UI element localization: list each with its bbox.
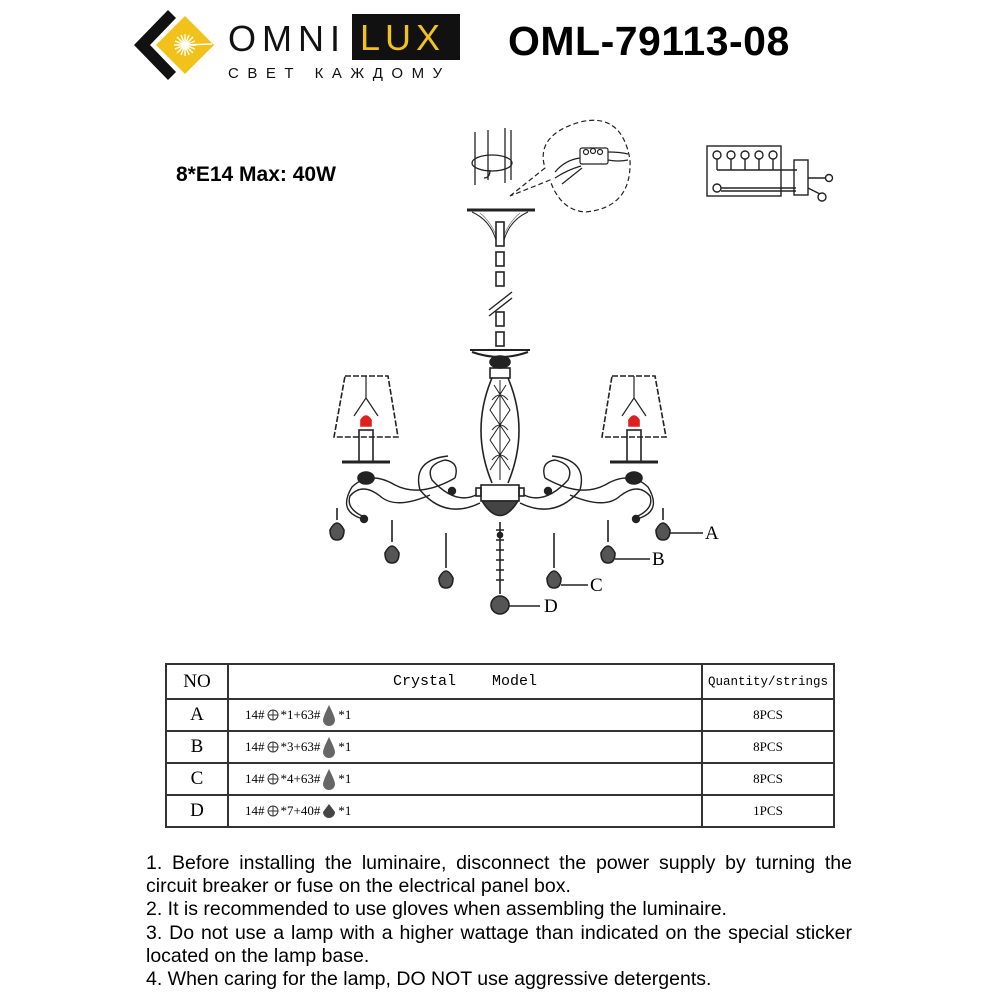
callout-a: A <box>705 523 719 544</box>
callout-b: B <box>652 549 665 570</box>
teardrop-crystal-icon <box>322 736 336 758</box>
brand-omni: OMNI <box>228 18 346 59</box>
callout-d: D <box>544 596 558 617</box>
part-multiplier: *1+63# <box>280 707 321 722</box>
crystal-table <box>165 663 835 828</box>
note-1: 1. Before installing the luminaire, disconnect the power supply by turning the circuit breaker or fuse on the electrical panel box. <box>146 852 852 898</box>
table-row <box>166 795 834 827</box>
drop-multiplier: *1 <box>338 739 352 754</box>
wire-connector-detail-icon <box>555 148 628 184</box>
octagon-bead-icon <box>267 741 279 753</box>
part-multiplier: *7+40# <box>280 803 321 818</box>
row-qty: 1PCS <box>702 795 834 827</box>
drop-multiplier: *1 <box>338 803 352 818</box>
brand-lux: LUX <box>360 17 446 58</box>
callout-lines <box>509 533 703 606</box>
terminal-block-wiring-icon <box>707 146 833 201</box>
detail-callout-balloon <box>510 120 630 212</box>
teardrop-crystal-icon <box>322 768 336 790</box>
row-qty: 8PCS <box>702 699 834 731</box>
header-quantity: Quantity/strings <box>702 664 834 699</box>
part-code: 14# <box>245 707 265 722</box>
callout-c: C <box>590 575 603 596</box>
row-qty: 8PCS <box>702 763 834 795</box>
left-shade <box>334 376 398 484</box>
canopy-chain <box>467 210 535 357</box>
right-shade <box>602 376 666 484</box>
note-3: 3. Do not use a lamp with a higher wattage than indicated on the special sticker located on the lamp base. <box>146 921 852 967</box>
octagon-bead-icon <box>267 773 279 785</box>
model-code: OML-79113-08 <box>508 18 790 64</box>
central-stem <box>476 356 524 594</box>
row-qty: 8PCS <box>702 731 834 763</box>
table-row <box>166 731 834 763</box>
row-no: D <box>166 795 228 827</box>
octagon-bead-icon <box>267 805 279 817</box>
note-2: 2. It is recommended to use gloves when assembling the luminaire. <box>146 898 727 921</box>
ball-crystal-icon <box>322 803 336 819</box>
table-row <box>166 763 834 795</box>
octagon-bead-icon <box>267 709 279 721</box>
part-multiplier: *4+63# <box>280 771 321 786</box>
part-code: 14# <box>245 771 265 786</box>
header-no: NO <box>166 664 228 699</box>
drop-multiplier: *1 <box>338 707 352 722</box>
table-header-row <box>166 664 834 699</box>
row-no: C <box>166 763 228 795</box>
row-no: A <box>166 699 228 731</box>
table-row <box>166 699 834 731</box>
brand-tagline: СВЕТ КАЖДОМУ <box>228 65 451 82</box>
safety-notes <box>146 852 852 991</box>
part-multiplier: *3+63# <box>280 739 321 754</box>
drop-multiplier: *1 <box>338 771 352 786</box>
note-4: 4. When caring for the lamp, DO NOT use aggressive detergents. <box>146 968 712 991</box>
part-code: 14# <box>245 803 265 818</box>
header-crystal-model: Crystal Model <box>228 664 702 699</box>
part-code: 14# <box>245 739 265 754</box>
row-no: B <box>166 731 228 763</box>
teardrop-crystal-icon <box>322 704 336 726</box>
ceiling-mount-detail-icon <box>472 128 512 185</box>
lamp-spec: 8*E14 Max: 40W <box>176 163 336 186</box>
